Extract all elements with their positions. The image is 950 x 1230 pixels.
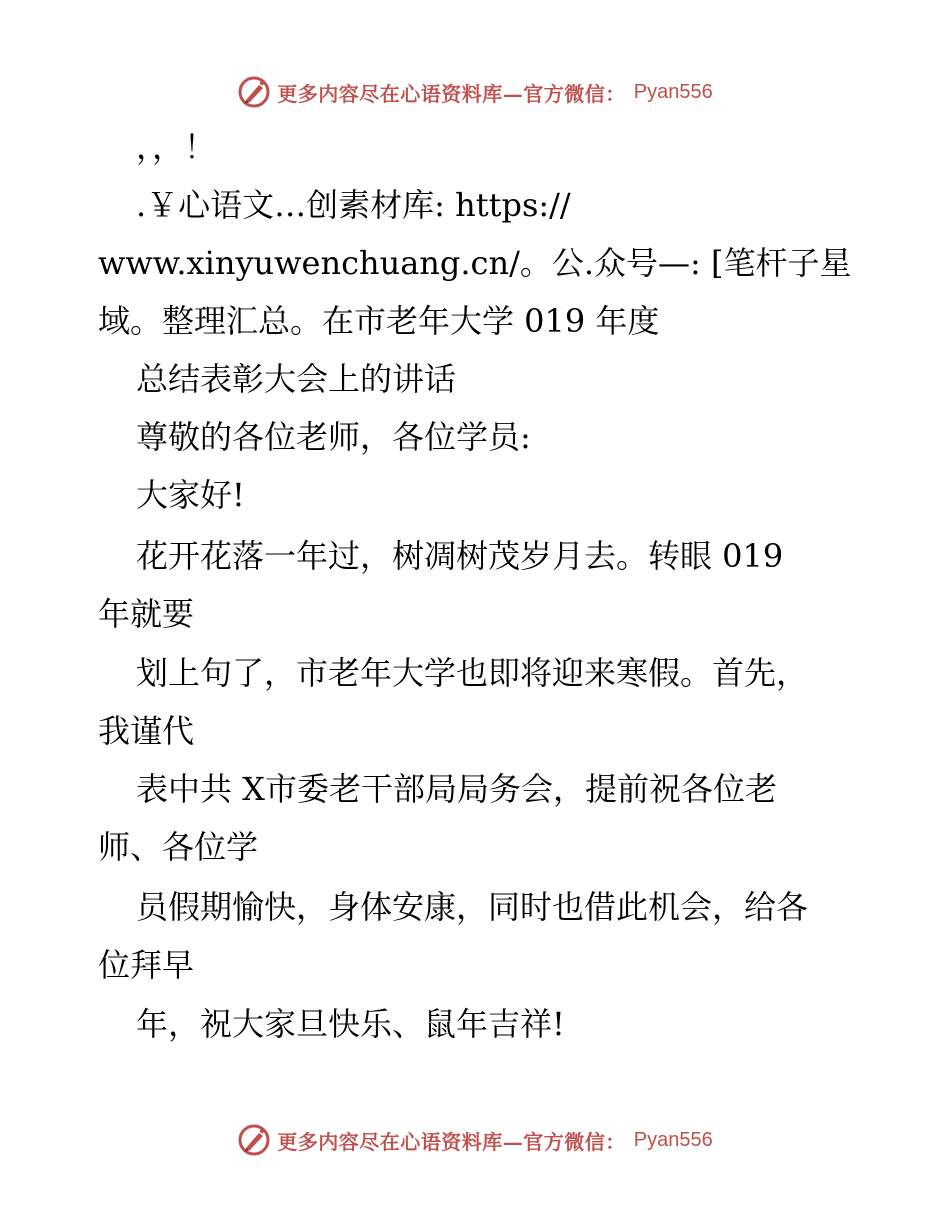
watermark-account: Pyan556: [633, 1128, 713, 1151]
text-line: 总结表彰大会上的讲话: [136, 360, 457, 398]
text-line: ，，！: [136, 128, 217, 166]
text-line: 员假期愉快，身体安康，同时也借此机会，给各: [136, 888, 809, 926]
pen-logo-icon: [237, 75, 271, 109]
watermark-account: Pyan556: [633, 80, 713, 103]
watermark-text: 更多内容尽在心语资料库—官方微信：: [277, 81, 626, 106]
text-line: 年，祝大家旦快乐、鼠年吉祥!: [136, 1005, 565, 1043]
text-line: 年就要: [98, 595, 195, 633]
text-line: 尊敬的各位老师，各位学员:: [136, 418, 531, 456]
text-line: 位拜早: [98, 946, 195, 984]
text-line: 表中共 X市委老干部局局务会，提前祝各位老: [136, 770, 777, 808]
watermark-text: 更多内容尽在心语资料库—官方微信：: [277, 1129, 626, 1154]
footer-watermark: [0, 1120, 950, 1160]
text-line: 划上句了，市老年大学也即将迎来寒假。首先，: [136, 654, 809, 692]
text-line: 大家好!: [136, 476, 245, 514]
text-line: 花开花落一年过，树凋树茂岁月去。转眼 019: [136, 537, 784, 575]
text-line: .￥心语文…创素材库: https://: [136, 186, 571, 224]
text-line: www.xinyuwenchuang.cn/。公.众号—: [笔杆子星: [98, 244, 852, 282]
text-line: 师、各位学: [98, 828, 259, 866]
header-watermark: [0, 72, 950, 112]
pen-logo-icon: [237, 1123, 271, 1157]
text-line: 域。整理汇总。在市老年大学 019 年度: [98, 302, 660, 340]
text-line: 我谨代: [98, 712, 195, 750]
